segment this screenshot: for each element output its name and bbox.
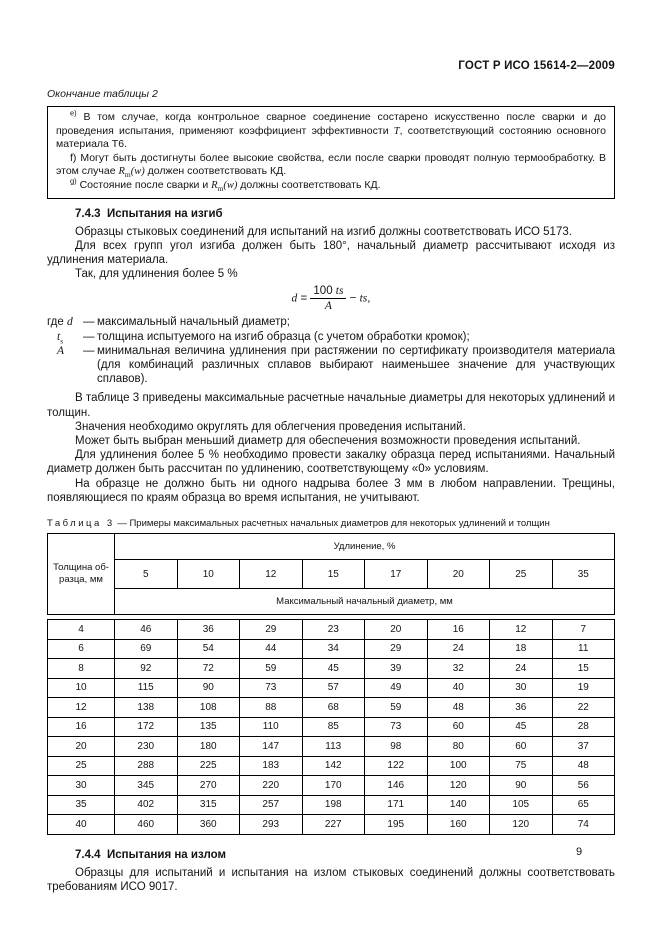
thickness-cell: 40	[48, 815, 115, 835]
diameter-cell: 135	[177, 717, 240, 737]
diameter-cell: 54	[177, 639, 240, 659]
diameter-cell: 48	[427, 698, 490, 718]
diameter-cell: 37	[552, 737, 615, 757]
formula-definitions	[47, 315, 615, 386]
elongation-header-cell: 12	[240, 560, 303, 589]
diameter-cell: 12	[490, 620, 553, 640]
diameter-cell: 227	[302, 815, 365, 835]
diameter-cell: 360	[177, 815, 240, 835]
diameter-cell: 100	[427, 756, 490, 776]
diameter-cell: 56	[552, 776, 615, 796]
diameter-cell: 69	[115, 639, 178, 659]
diameter-cell: 29	[365, 639, 428, 659]
table3-row	[48, 795, 615, 815]
diameter-cell: 80	[427, 737, 490, 757]
diameter-cell: 345	[115, 776, 178, 796]
diameter-cell: 29	[240, 620, 303, 640]
table3-row-header-cell: Толщина образца, мм	[48, 534, 115, 615]
diameter-cell: 36	[177, 620, 240, 640]
footnote-f: f) Могут быть достигнуты более высокие свойства, если после сварки проводят полную термообработку. В этом случае $R_m(w)$ должен соответствовать КД.	[56, 151, 606, 180]
diameter-cell: 180	[177, 737, 240, 757]
symbol-Rm: R	[211, 179, 218, 191]
diameter-cell: 22	[552, 698, 615, 718]
diameter-cell: 138	[115, 698, 178, 718]
table3-row	[48, 639, 615, 659]
table3-row	[48, 776, 615, 796]
diameter-cell: 24	[427, 639, 490, 659]
paragraph-743-1: Образцы стыковых соединений для испытаний на изгиб должны соответствовать ИСО 5173.	[75, 225, 572, 238]
diameter-cell: 24	[490, 659, 553, 679]
diameter-cell: 113	[302, 737, 365, 757]
thickness-cell: 12	[48, 698, 115, 718]
thickness-cell: 30	[48, 776, 115, 796]
diameter-cell: 315	[177, 795, 240, 815]
diameter-cell: 110	[240, 717, 303, 737]
bend-diameter-formula: d = $\frac{100 ts}{A}$ − ts,	[291, 285, 371, 313]
elongation-header-cell: 10	[177, 560, 240, 589]
elongation-header-cell: 35	[552, 560, 615, 589]
table3-elongation-row	[48, 560, 615, 589]
elongation-header-cell: 20	[427, 560, 490, 589]
diameter-cell: 11	[552, 639, 615, 659]
diameter-cell: 146	[365, 776, 428, 796]
diameter-cell: 30	[490, 678, 553, 698]
diameter-cell: 48	[552, 756, 615, 776]
diameter-cell: 59	[365, 698, 428, 718]
symbol-T: T	[393, 125, 400, 137]
diameter-cell: 115	[115, 678, 178, 698]
diameter-cell: 88	[240, 698, 303, 718]
footnote-g-marker: g)	[70, 176, 77, 186]
table3-group-header-cell: Удлинение, %	[115, 534, 615, 560]
diameter-cell: 98	[365, 737, 428, 757]
table3-row	[48, 737, 615, 757]
diameter-cell: 39	[365, 659, 428, 679]
table3-row	[48, 815, 615, 835]
paragraph-743-5: Значения необходимо округлять для облегчения проведения испытаний.	[75, 420, 466, 433]
diameter-cell: 225	[177, 756, 240, 776]
footnote-f-marker: f)	[70, 151, 77, 164]
diameter-cell: 90	[177, 678, 240, 698]
diameter-cell: 34	[302, 639, 365, 659]
diameter-cell: 73	[365, 717, 428, 737]
diameter-cell: 45	[302, 659, 365, 679]
footnote-g: $^{g)}$ Состояние после сварки и $R_m(w)$ должны соответствовать КД.	[70, 176, 381, 194]
thickness-cell: 4	[48, 620, 115, 640]
diameter-cell: 49	[365, 678, 428, 698]
diameter-cell: 293	[240, 815, 303, 835]
definition-d: где d — максимальный начальный диаметр;	[47, 316, 291, 329]
diameter-cell: 195	[365, 815, 428, 835]
diameter-cell: 90	[490, 776, 553, 796]
definition-A: А — минимальная величина удлинения при растяжении по сертификату производителя материала (для комбинаций различных сплавов выбирают наименьшее значение для участвующих сплавов).	[57, 344, 615, 386]
thickness-cell: 6	[48, 639, 115, 659]
diameter-cell: 198	[302, 795, 365, 815]
definition-ts: $t_s$ — толщина испытуемого на изгиб образца (с учетом обработки кромок);	[57, 330, 470, 345]
diameter-cell: 122	[365, 756, 428, 776]
diameter-cell: 28	[552, 717, 615, 737]
paragraph-744-1: Образцы для испытаний и испытания на излом стыковых соединений должны соответствовать требованиям ИСО 9017.	[47, 866, 615, 893]
section-743-heading: 7.4.3 Испытания на изгиб	[75, 207, 223, 220]
paragraph-743-7: Для удлинения более 5 % необходимо провести закалку образца перед испытаниями. Начальный диаметр должен быть рассчитан по удлинению, соответствующему «0» условиям.	[47, 449, 615, 476]
page-number: 9	[576, 846, 583, 858]
doc-code-header: ГОСТ Р ИСО 15614-2—2009	[458, 60, 615, 72]
diameter-cell: 73	[240, 678, 303, 698]
diameter-cell: 40	[427, 678, 490, 698]
diameter-cell: 288	[115, 756, 178, 776]
diameter-cell: 75	[490, 756, 553, 776]
table2-footnote-box	[47, 106, 615, 199]
elongation-header-cell: 25	[490, 560, 553, 589]
diameter-cell: 46	[115, 620, 178, 640]
table3-row	[48, 717, 615, 737]
diameter-cell: 44	[240, 639, 303, 659]
diameter-cell: 85	[302, 717, 365, 737]
diameter-cell: 140	[427, 795, 490, 815]
paragraph-743-2: Для всех групп угол изгиба должен быть 180°, начальный диаметр рассчитывают исходя из удлинения материала.	[47, 239, 615, 266]
diameter-cell: 65	[552, 795, 615, 815]
diameter-cell: 160	[427, 815, 490, 835]
diameter-cell: 120	[427, 776, 490, 796]
footnote-e: $^{e)}$ В том случае, когда контрольное сварное соединение состарено искусственно после сварки и до проведения испытания, применяют коэффициент эффективности T, соответствующий состоянию основного материала Т6.	[56, 108, 607, 151]
diameter-cell: 59	[240, 659, 303, 679]
table3-row	[48, 659, 615, 679]
diameter-cell: 147	[240, 737, 303, 757]
diameter-cell: 57	[302, 678, 365, 698]
thickness-cell: 35	[48, 795, 115, 815]
diameter-cell: 15	[552, 659, 615, 679]
table3-row	[48, 620, 615, 640]
symbol-Rm: R	[118, 166, 125, 178]
diameter-cell: 60	[490, 737, 553, 757]
table2-continuation-label: Окончание таблицы 2	[47, 88, 158, 100]
table3-row	[48, 756, 615, 776]
diameter-cell: 36	[490, 698, 553, 718]
diameter-cell: 170	[302, 776, 365, 796]
thickness-cell: 16	[48, 717, 115, 737]
table3-row	[48, 698, 615, 718]
diameter-cell: 105	[490, 795, 553, 815]
diameter-cell: 230	[115, 737, 178, 757]
diameter-cell: 72	[177, 659, 240, 679]
section-744-heading: 7.4.4 Испытания на излом	[75, 848, 227, 861]
diameter-cell: 18	[490, 639, 553, 659]
diameter-cell: 460	[115, 815, 178, 835]
table3-body-rows	[48, 620, 615, 835]
diameter-cell: 270	[177, 776, 240, 796]
diameter-cell: 108	[177, 698, 240, 718]
diameter-cell: 45	[490, 717, 553, 737]
table3-header	[47, 533, 615, 615]
diameter-cell: 92	[115, 659, 178, 679]
diameter-cell: 16	[427, 620, 490, 640]
diameter-cell: 19	[552, 678, 615, 698]
table3-row	[48, 678, 615, 698]
thickness-cell: 20	[48, 737, 115, 757]
paragraph-743-3: Так, для удлинения более 5 %	[75, 268, 238, 281]
formula-fraction: $\frac{100 ts}{A}$	[310, 285, 346, 312]
diameter-cell: 20	[365, 620, 428, 640]
diameter-cell: 7	[552, 620, 615, 640]
diameter-cell: 23	[302, 620, 365, 640]
thickness-cell: 25	[48, 756, 115, 776]
diameter-cell: 32	[427, 659, 490, 679]
table3-caption: Таблица 3 — Примеры максимальных расчетных начальных диаметров для некоторых удлинений и толщин	[47, 518, 550, 530]
diameter-cell: 172	[115, 717, 178, 737]
table3-body	[47, 619, 615, 835]
paragraph-743-8: На образце не должно быть ни одного надрыва более 3 мм в любом направлении. Трещины, появляющиеся по краям образца во время испытания, не учитывают.	[47, 477, 615, 504]
diameter-cell: 60	[427, 717, 490, 737]
paragraph-743-6: Может быть выбран меньший диаметр для обеспечения возможности проведения испытаний.	[75, 435, 581, 447]
diameter-cell: 402	[115, 795, 178, 815]
table3-subgroup-header-cell: Максимальный начальный диаметр, мм	[115, 589, 615, 615]
elongation-header-cell: 15	[302, 560, 365, 589]
elongation-header-cell: 5	[115, 560, 178, 589]
diameter-cell: 142	[302, 756, 365, 776]
paragraph-743-4: В таблице 3 приведены максимальные расчетные начальные диаметры для некоторых удлинений и толщин.	[47, 392, 615, 419]
elongation-header-cell: 17	[365, 560, 428, 589]
thickness-cell: 8	[48, 659, 115, 679]
diameter-cell: 220	[240, 776, 303, 796]
thickness-cell: 10	[48, 678, 115, 698]
diameter-cell: 257	[240, 795, 303, 815]
diameter-cell: 74	[552, 815, 615, 835]
diameter-cell: 171	[365, 795, 428, 815]
diameter-cell: 183	[240, 756, 303, 776]
diameter-cell: 120	[490, 815, 553, 835]
diameter-cell: 68	[302, 698, 365, 718]
footnote-e-marker: e)	[70, 108, 77, 118]
